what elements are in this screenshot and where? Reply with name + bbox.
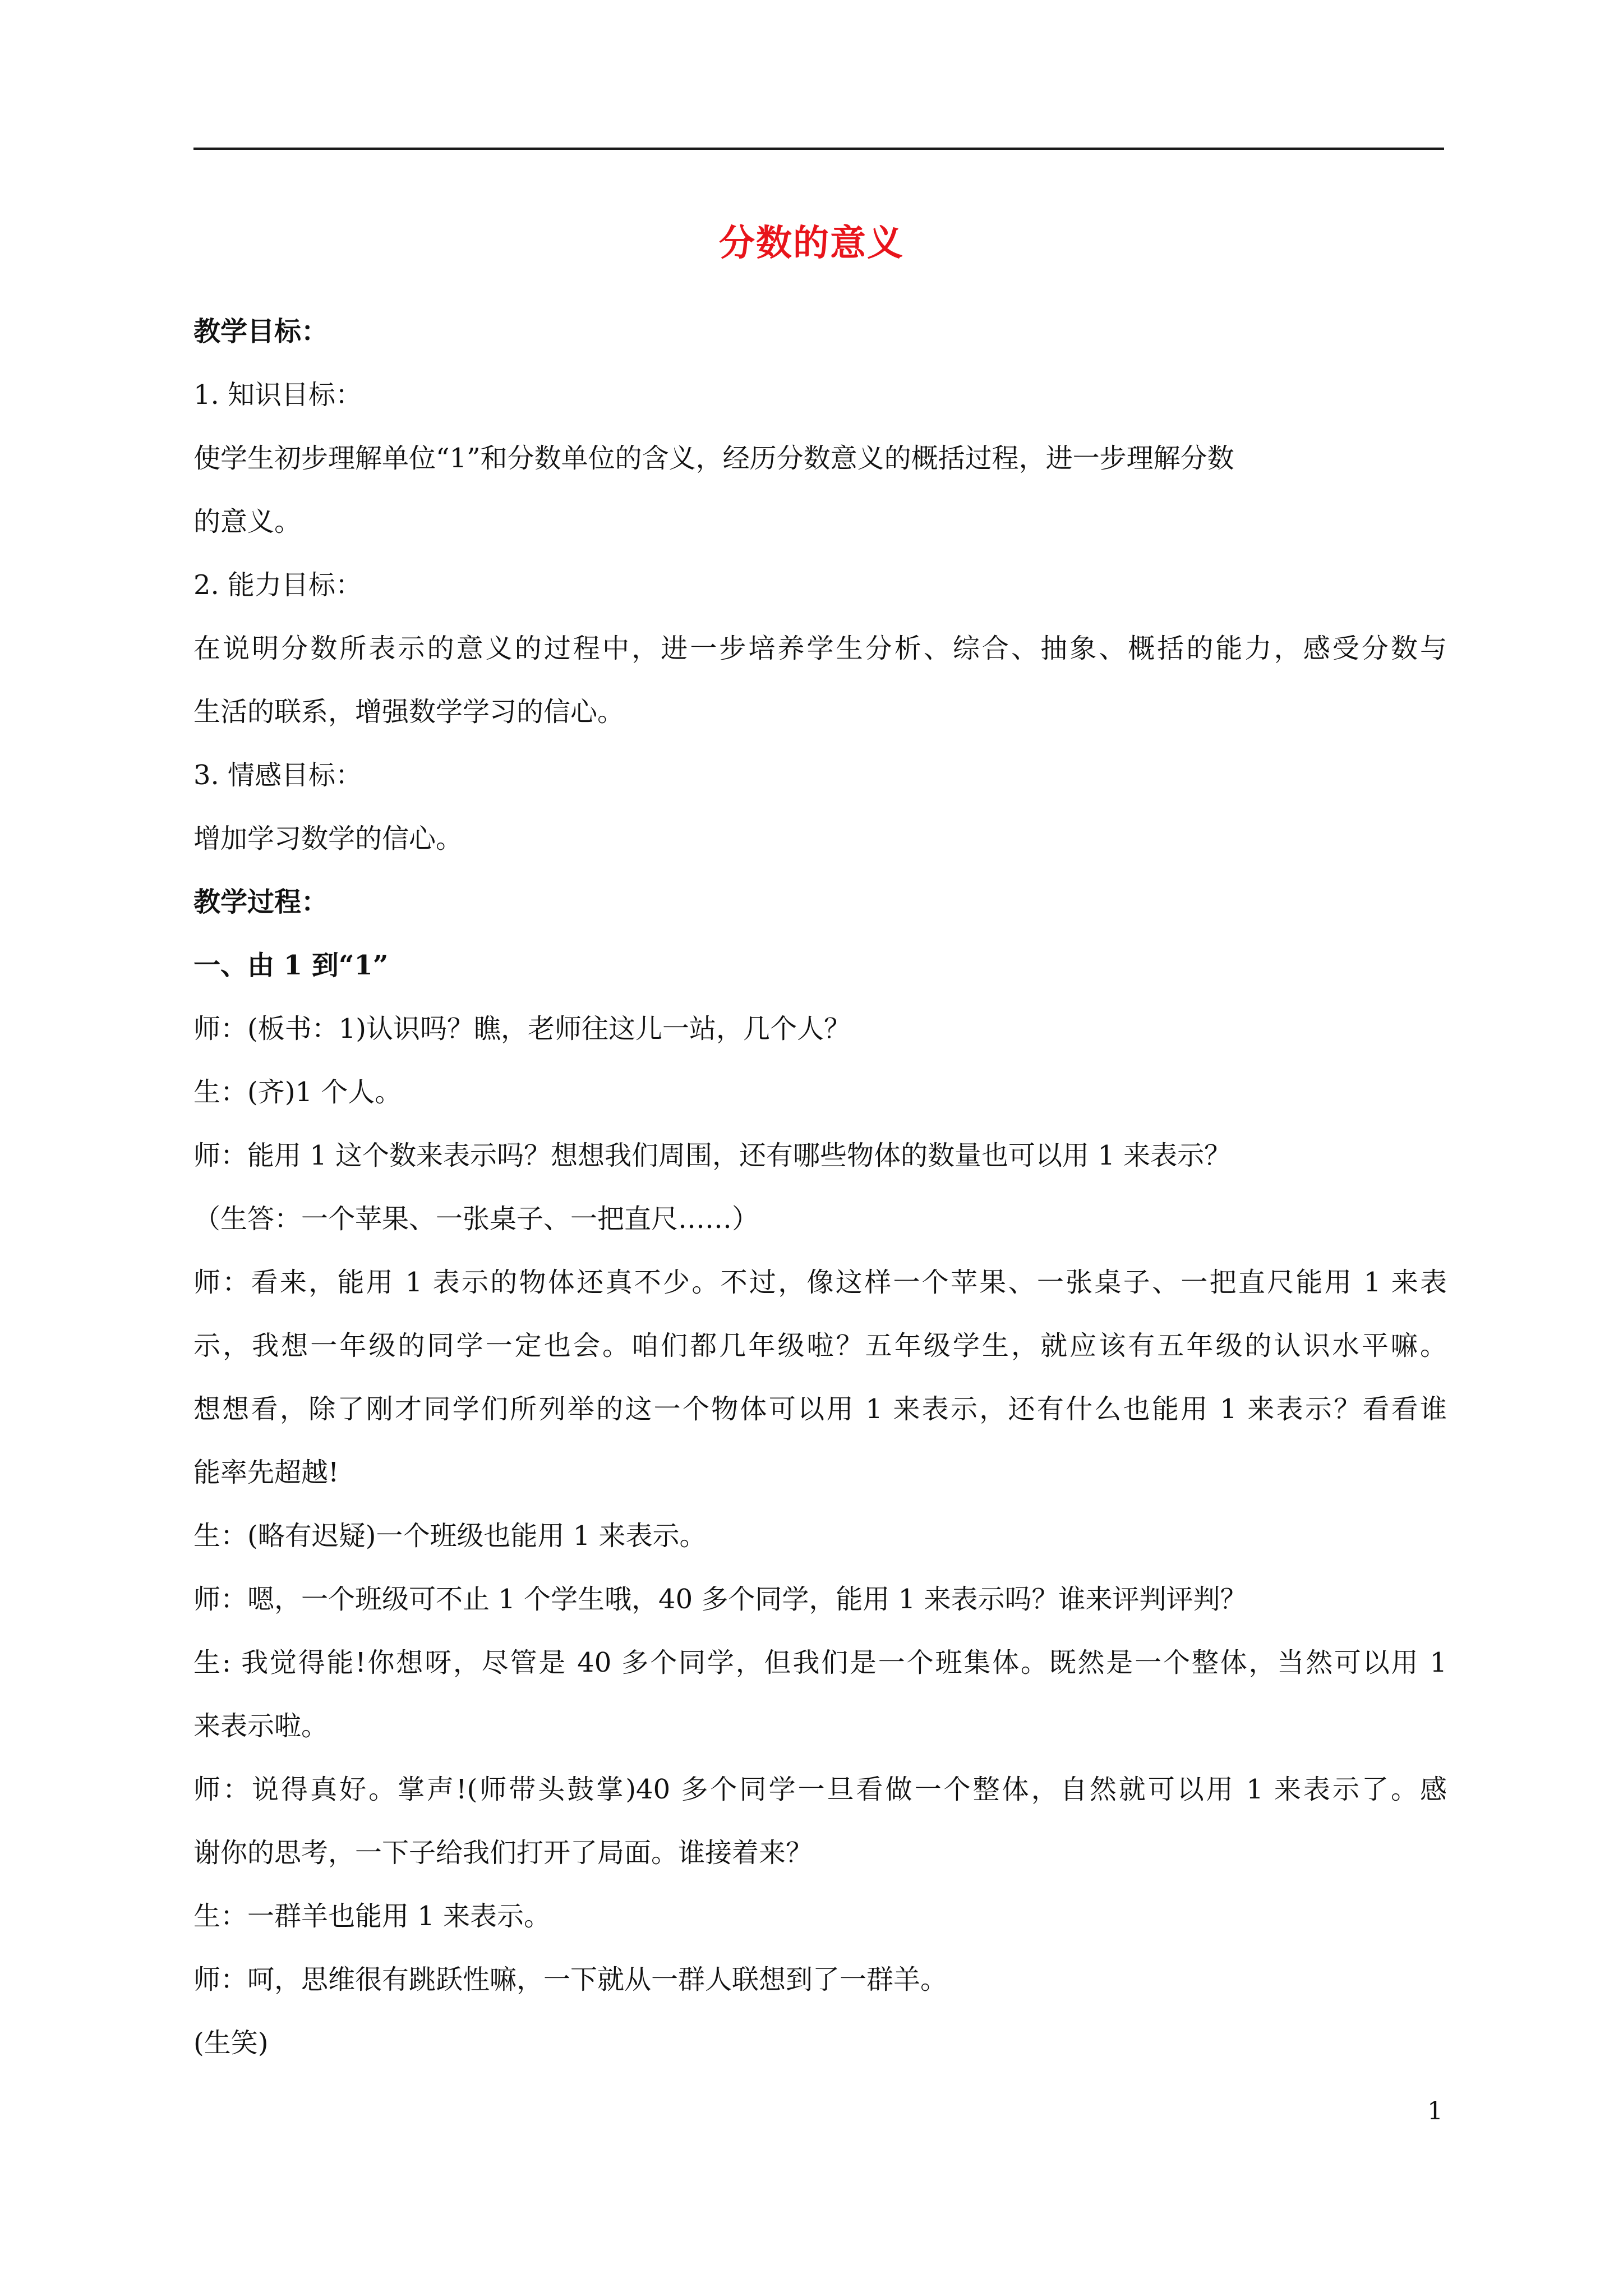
dialogue-line: 师：看来，能用 1 表示的物体还真不少。不过，像这样一个苹果、一张桌子、一把直尺能用 1 来表 — [193, 1267, 1447, 1298]
paragraph-line: 在说明分数所表示的意义的过程中，进一步培养学生分析、综合、抽象、概括的能力，感受分数与 — [193, 633, 1447, 664]
section-heading-teaching-process: 教学过程： — [193, 886, 329, 918]
paragraph-line: 生活的联系，增强数学学习的信心。 — [193, 696, 625, 728]
dialogue-line: 生：(齐)1 个人。 — [193, 1076, 402, 1108]
dialogue-line: 能率先超越! — [193, 1457, 339, 1488]
paragraph-line: 增加学习数学的信心。 — [193, 823, 463, 854]
dialogue-line: 谢你的思考，一下子给我们打开了局面。谁接着来？ — [193, 1837, 813, 1869]
page-number: 1 — [1427, 2097, 1443, 2125]
section-heading-teaching-goals: 教学目标： — [193, 316, 329, 347]
dialogue-line: 师：呵，思维很有跳跃性嘛，一下就从一群人联想到了一群羊。 — [193, 1964, 948, 1995]
dialogue-line: 生：(略有迟疑)一个班级也能用 1 来表示。 — [193, 1520, 707, 1552]
goal-heading-knowledge: 1. 知识目标： — [193, 379, 363, 411]
dialogue-line: 师：能用 1 这个数来表示吗？想想我们周围，还有哪些物体的数量也可以用 1 来表示？ — [193, 1140, 1232, 1171]
paragraph-line: 的意义。 — [193, 506, 302, 537]
dialogue-line: 师：嗯，一个班级可不止 1 个学生哦，40 多个同学，能用 1 来表示吗？谁来评判评判？ — [193, 1584, 1247, 1615]
header-rule — [193, 148, 1444, 150]
paragraph-line: 使学生初步理解单位“1”和分数单位的含义，经历分数意义的概括过程，进一步理解分数 — [193, 443, 1234, 474]
dialogue-line: 师：(板书：1)认识吗？瞧，老师往这儿一站，几个人？ — [193, 1013, 851, 1045]
document-title: 分数的意义 — [719, 222, 904, 264]
dialogue-line: 来表示啦。 — [193, 1710, 329, 1742]
dialogue-line: 生：一群羊也能用 1 来表示。 — [193, 1901, 551, 1932]
document-body — [193, 300, 1447, 2075]
dialogue-line: 生: 我觉得能!你想呀，尽管是 40 多个同学，但我们是一个班集体。既然是一个整体，当然可以用 1 — [193, 1647, 1447, 1678]
subsection-heading: 一、由 1 到“1” — [193, 950, 389, 981]
dialogue-line: 想想看，除了刚才同学们所列举的这一个物体可以用 1 来表示，还有什么也能用 1 来表示？看看谁 — [193, 1393, 1447, 1425]
dialogue-line: 示，我想一年级的同学一定也会。咱们都几年级啦？五年级学生，就应该有五年级的认识水平嘛。 — [193, 1330, 1447, 1361]
dialogue-line: （生答：一个苹果、一张桌子、一把直尺……） — [193, 1203, 759, 1235]
dialogue-line: (生笑) — [193, 2027, 269, 2059]
goal-heading-ability: 2. 能力目标： — [193, 569, 363, 601]
goal-heading-emotion: 3. 情感目标： — [193, 760, 363, 791]
dialogue-line: 师：说得真好。掌声!(师带头鼓掌)40 多个同学一旦看做一个整体，自然就可以用 1 来表示了。感 — [193, 1774, 1447, 1805]
